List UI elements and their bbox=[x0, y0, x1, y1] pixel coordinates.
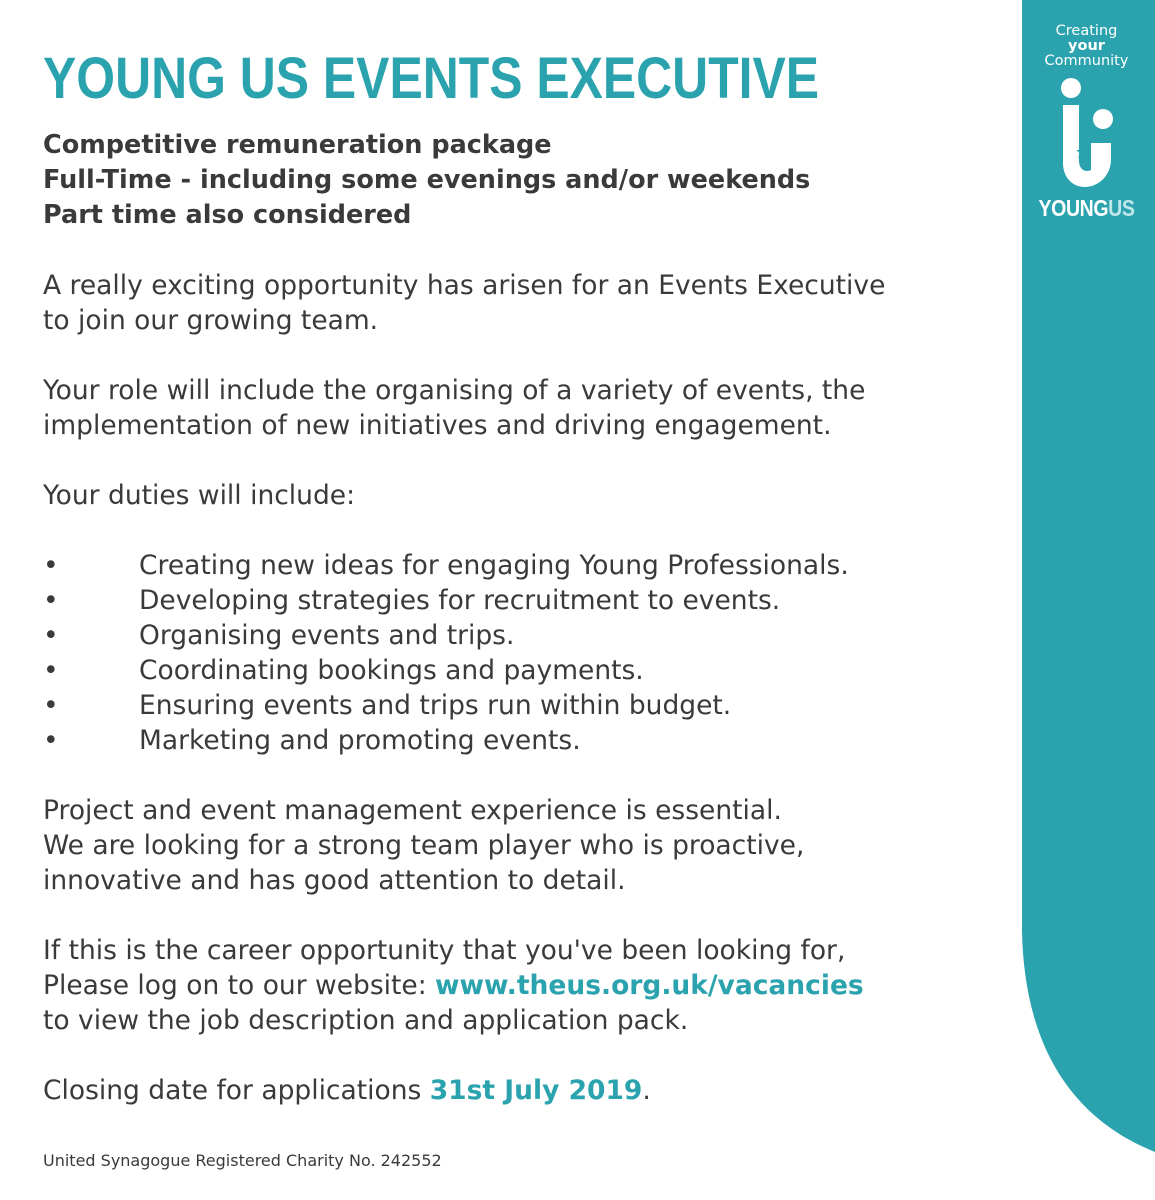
closing-date-line bbox=[43, 1073, 1003, 1108]
role-paragraph bbox=[43, 373, 1003, 443]
vacancies-link[interactable]: www.theus.org.uk/vacancies bbox=[435, 970, 864, 1001]
job-term-line: Full-Time - including some evenings and/or weekends bbox=[43, 165, 811, 195]
job-term-line: Part time also considered bbox=[43, 200, 412, 230]
logo-tagline bbox=[1020, 24, 1153, 69]
paragraph-line: Project and event management experience is essential. bbox=[43, 795, 782, 826]
list-item bbox=[43, 548, 1003, 583]
apply-paragraph bbox=[43, 933, 1003, 1038]
paragraph-line: If this is the career opportunity that you've been looking for, bbox=[43, 935, 846, 966]
requirements-paragraph bbox=[43, 793, 1003, 898]
bullet-icon: • bbox=[43, 690, 59, 721]
bullet-icon: • bbox=[43, 550, 59, 581]
job-term-line: Competitive remuneration package bbox=[43, 130, 552, 160]
duty-text: Developing strategies for recruitment to events. bbox=[139, 585, 781, 616]
duty-text: Marketing and promoting events. bbox=[139, 725, 581, 756]
young-us-logo bbox=[1020, 24, 1153, 221]
bullet-icon: • bbox=[43, 585, 59, 616]
duty-text: Organising events and trips. bbox=[139, 620, 515, 651]
intro-paragraph bbox=[43, 268, 1003, 338]
list-item bbox=[43, 723, 1003, 758]
duty-text: Creating new ideas for engaging Young Professionals. bbox=[139, 550, 849, 581]
young-us-mark-icon bbox=[1057, 77, 1117, 189]
paragraph-line: implementation of new initiatives and driving engagement. bbox=[43, 410, 832, 441]
tagline-line: Creating bbox=[1055, 23, 1118, 39]
closing-suffix: . bbox=[642, 1075, 651, 1106]
bullet-icon: • bbox=[43, 725, 59, 756]
paragraph-line: A really exciting opportunity has arisen for an Events Executive bbox=[43, 270, 886, 301]
tagline-line: Community bbox=[1044, 53, 1129, 69]
job-terms bbox=[43, 128, 1003, 233]
paragraph-line: We are looking for a strong team player who is proactive, bbox=[43, 830, 805, 861]
duty-text: Ensuring events and trips run within budget. bbox=[139, 690, 732, 721]
brand-part: YOUNG bbox=[1038, 195, 1109, 221]
list-item bbox=[43, 618, 1003, 653]
brand-wordmark bbox=[1030, 195, 1143, 221]
tagline-line: your bbox=[1068, 38, 1105, 54]
closing-label: Closing date for applications bbox=[43, 1075, 430, 1106]
duty-text: Coordinating bookings and payments. bbox=[139, 655, 644, 686]
charity-footer: United Synagogue Registered Charity No. 242552 bbox=[43, 1151, 442, 1170]
paragraph-line: to join our growing team. bbox=[43, 305, 379, 336]
website-prompt: Please log on to our website: bbox=[43, 970, 436, 1001]
brand-part: US bbox=[1108, 195, 1135, 221]
page-title: YOUNG US EVENTS EXECUTIVE bbox=[43, 46, 820, 111]
duties-heading: Your duties will include: bbox=[43, 480, 356, 511]
duties-list bbox=[43, 548, 1003, 758]
closing-date: 31st July 2019 bbox=[429, 1075, 643, 1106]
advert-body bbox=[43, 128, 1003, 1108]
list-item bbox=[43, 583, 1003, 618]
paragraph-line: Your role will include the organising of a variety of events, the bbox=[43, 375, 866, 406]
paragraph-line: to view the job description and application pack. bbox=[43, 1005, 689, 1036]
list-item bbox=[43, 688, 1003, 723]
bullet-icon: • bbox=[43, 655, 59, 686]
paragraph-line bbox=[43, 968, 1003, 1003]
bullet-icon: • bbox=[43, 620, 59, 651]
list-item bbox=[43, 653, 1003, 688]
paragraph-line: innovative and has good attention to detail. bbox=[43, 865, 626, 896]
